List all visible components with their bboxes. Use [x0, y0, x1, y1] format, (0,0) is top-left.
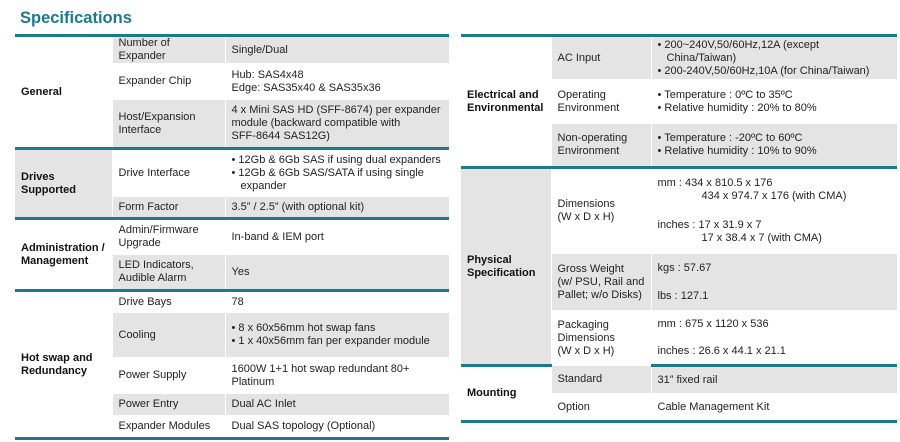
table-row	[461, 366, 897, 394]
spec-key: Power Entry	[112, 394, 225, 416]
spec-value: In-band & IEM port	[225, 219, 449, 255]
spec-key: Non-operating Environment	[551, 124, 651, 168]
spec-value: 3.5” / 2.5” (with optional kit)	[225, 197, 449, 219]
group-label-physical: Physical Specification	[461, 168, 551, 366]
spec-value: Dual AC Inlet	[225, 394, 449, 416]
table-row	[15, 291, 449, 313]
spec-key: Packaging Dimensions (W x D x H)	[551, 311, 651, 366]
page-title: Specifications	[20, 9, 132, 27]
spec-value: • Temperature : -20ºC to 60ºC • Relative humidity : 10% to 90%	[651, 124, 897, 168]
spec-key: Cooling	[112, 313, 225, 358]
spec-value: lbs : 127.1	[651, 283, 897, 311]
spec-value: mm : 675 x 1120 x 536	[651, 311, 897, 339]
table-row	[15, 149, 449, 197]
group-label-electrical: Electrical and Environmental	[461, 36, 551, 168]
spec-value: Yes	[225, 255, 449, 291]
group-label-administration: Administration / Management	[15, 219, 112, 291]
spec-value: mm : 434 x 810.5 x 176 434 x 974.7 x 176 (with CMA)	[651, 168, 897, 211]
spec-key: Admin/Firmware Upgrade	[112, 219, 225, 255]
spec-key: Drive Bays	[112, 291, 225, 313]
spec-value: 4 x Mini SAS HD (SFF-8674) per expander module (backward compatible with SFF-8644 SAS12G)	[225, 100, 449, 149]
spec-key: Number of Expander	[112, 36, 225, 64]
spec-value: Hub: SAS4x48 Edge: SAS35x40 & SAS35x36	[225, 64, 449, 100]
spec-key: Operating Environment	[551, 80, 651, 124]
spec-value: inches : 17 x 31.9 x 7 17 x 38.4 x 7 (with CMA)	[651, 211, 897, 254]
table-row	[461, 168, 897, 211]
spec-value: 31” fixed rail	[651, 366, 897, 394]
group-label-general: General	[15, 36, 112, 149]
spec-value: • Temperature : 0ºC to 35ºC • Relative humidity : 20% to 80%	[651, 80, 897, 124]
spec-value: • 12Gb & 6Gb SAS if using dual expanders • 12Gb & 6Gb SAS/SATA if using single expander	[225, 149, 449, 197]
table-row	[15, 36, 449, 64]
spec-key: Standard	[551, 366, 651, 394]
spec-key: AC Input	[551, 36, 651, 80]
spec-value: 1600W 1+1 hot swap redundant 80+ Platinum	[225, 358, 449, 394]
spec-key: Power Supply	[112, 358, 225, 394]
spec-key: Host/Expansion Interface	[112, 100, 225, 149]
spec-key: Gross Weight (w/ PSU, Rail and Pallet; w/o Disks)	[551, 254, 651, 311]
group-label-drives-supported: Drives Supported	[15, 149, 112, 219]
specifications-table-left	[15, 34, 449, 440]
group-label-mounting: Mounting	[461, 366, 551, 422]
spec-value: kgs : 57.67	[651, 254, 897, 283]
spec-value: Cable Management Kit	[651, 394, 897, 422]
spec-value: Dual SAS topology (Optional)	[225, 416, 449, 439]
spec-key: Form Factor	[112, 197, 225, 219]
spec-value: • 8 x 60x56mm hot swap fans • 1 x 40x56mm fan per expander module	[225, 313, 449, 358]
spec-key: Option	[551, 394, 651, 422]
spec-value: Single/Dual	[225, 36, 449, 64]
spec-value: • 200~240V,50/60Hz,12A (except China/Taiwan) • 200-240V,50/60Hz,10A (for China/Taiwan)	[651, 36, 897, 80]
spec-key: Dimensions (W x D x H)	[551, 168, 651, 254]
spec-value: inches : 26.6 x 44.1 x 21.1	[651, 339, 897, 366]
spec-key: Drive Interface	[112, 149, 225, 197]
spec-value: 78	[225, 291, 449, 313]
group-label-hot-swap: Hot swap and Redundancy	[15, 291, 112, 439]
specifications-table-right	[461, 34, 897, 423]
spec-key: Expander Modules	[112, 416, 225, 439]
spec-key: LED Indicators, Audible Alarm	[112, 255, 225, 291]
spec-key: Expander Chip	[112, 64, 225, 100]
table-row	[461, 36, 897, 80]
table-row	[15, 219, 449, 255]
